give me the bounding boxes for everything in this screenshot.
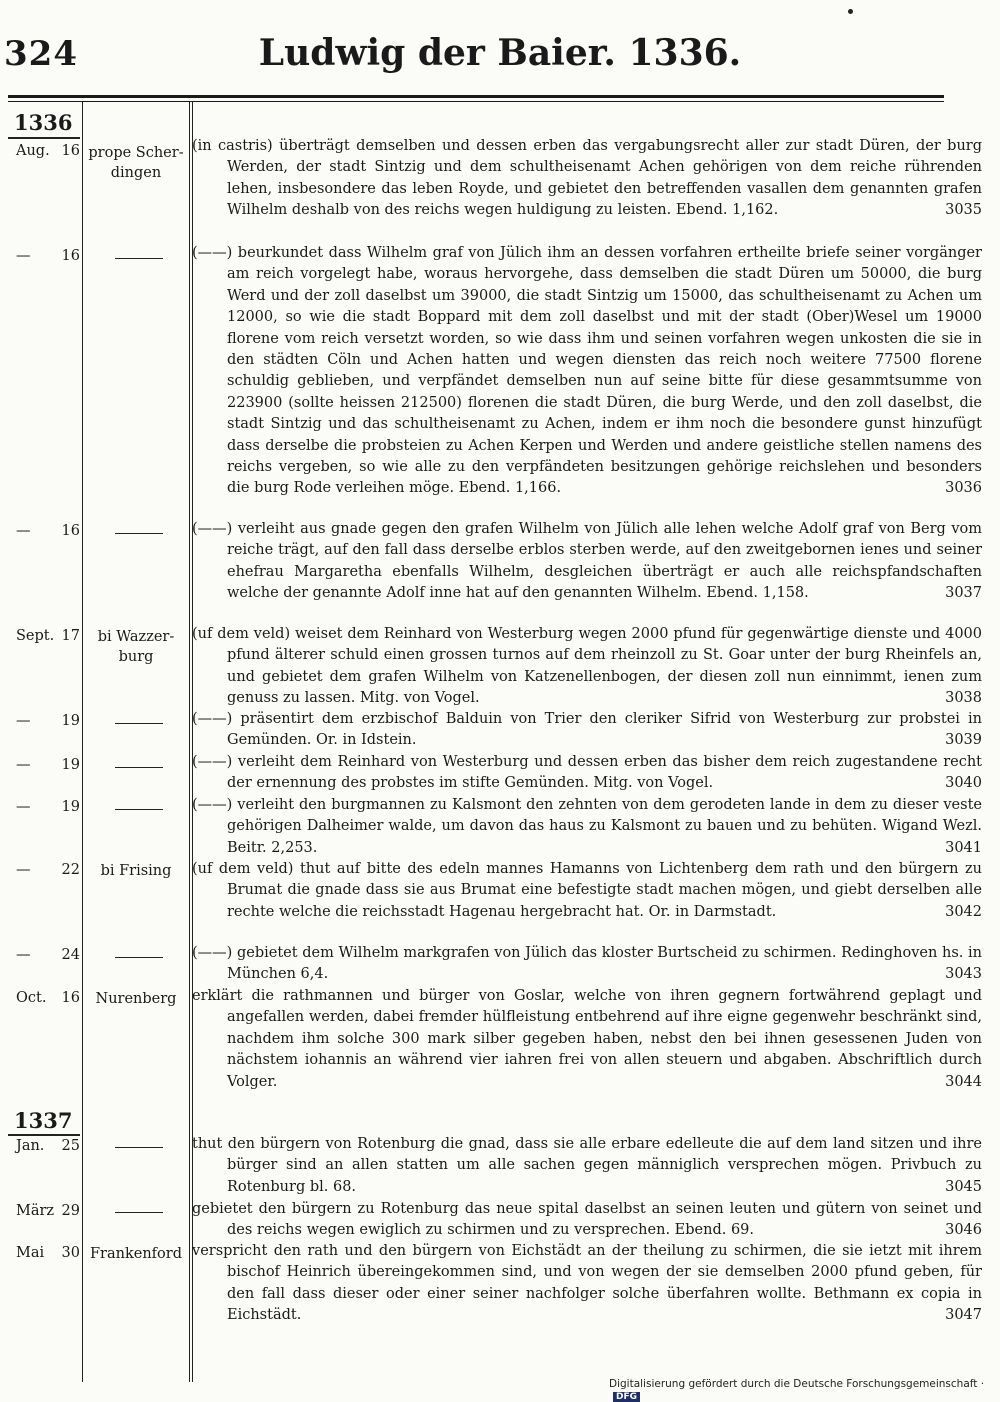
place-ditto-dash bbox=[115, 957, 163, 958]
entry-text bbox=[192, 943, 982, 986]
entry-day: 22 bbox=[61, 862, 80, 878]
entry-body: (——) gebietet dem Wilhelm markgrafen von Jülich das kloster Burtscheid zu schirmen. Redinghoven hs. in München 6,4. bbox=[192, 945, 982, 983]
entry-number: 3046 bbox=[945, 1222, 982, 1239]
entry-day: 19 bbox=[61, 757, 80, 773]
entry-body: gebietet den bürgern zu Rotenburg das neue spital daselbst an seinen leuten und gütern von seinet und des reichs wegen ewiglich zu schirmen und zu versprechen. Ebend. 69. bbox=[192, 1201, 982, 1239]
entry-number: 3038 bbox=[945, 690, 982, 707]
entry-body: (uf dem veld) weiset dem Reinhard von Westerburg wegen 2000 pfund für gegenwärtige dienste und 4000 pfund älterer schuld einen grossen turnos auf dem rheinzoll zu St. Goar unter der burg Rheinfels an, und gebietet dem grafen Wilhelm von Katzenellenbogen, der diesen zoll nun einnimmt, ienen zum genuss zu lassen. Mitg. von Vogel. bbox=[192, 626, 982, 707]
dfg-logo: DFG bbox=[613, 1392, 640, 1402]
entry-number: 3041 bbox=[945, 839, 982, 856]
entry-body: thut den bürgern von Rotenburg die gnad, dass sie alle erbare edelleute die auf dem land sitzen und ihre bürger sind an allen statten um alle sachen gegen männiglich versprechen mögen. Privbuch zu Rotenburg bl. 68. bbox=[192, 1136, 982, 1195]
entry-day: 24 bbox=[61, 947, 80, 963]
entry-month: — bbox=[16, 757, 31, 773]
entry-body: (——) verleiht dem Reinhard von Westerburg und dessen erben das bisher dem reich zugestandene recht der ernennung des probstes im stifte Gemünden. Mitg. von Vogel. bbox=[192, 754, 982, 792]
year-rule bbox=[8, 1134, 80, 1136]
entry-month: — bbox=[16, 799, 31, 815]
entry-text bbox=[192, 624, 982, 710]
place-ditto-dash bbox=[115, 1212, 163, 1213]
header-rule-thin bbox=[8, 101, 944, 102]
page-number: 324 bbox=[4, 34, 78, 74]
ink-dot bbox=[848, 9, 853, 14]
entry-day: 30 bbox=[61, 1245, 80, 1261]
entry-month: — bbox=[16, 862, 31, 878]
entry-day: 16 bbox=[61, 990, 80, 1006]
entry-day: 16 bbox=[61, 143, 80, 159]
entry-text bbox=[192, 1199, 982, 1242]
entry-text bbox=[192, 136, 982, 222]
column-divider-date bbox=[82, 102, 83, 1382]
entry-day: 16 bbox=[61, 248, 80, 264]
footer-text: Digitalisierung gefördert durch die Deutsche Forschungsgemeinschaft · bbox=[609, 1378, 985, 1390]
entry-text bbox=[192, 752, 982, 795]
entry-place: prope Scher-dingen bbox=[88, 145, 184, 181]
place-ditto-dash bbox=[115, 258, 163, 259]
entry-body: (——) verleiht den burgmannen zu Kalsmont den zehnten von dem gerodeten lande in dem zu dieser veste gehörigen Dalheimer walde, um davon das haus zu Kalsmont zu bauen und zu behüten. Wigand Wezl. Beitr. 2,253. bbox=[192, 797, 982, 856]
entry-text bbox=[192, 795, 982, 859]
entry-text bbox=[192, 519, 982, 605]
entry-place: Nurenberg bbox=[95, 991, 177, 1007]
entry-text bbox=[192, 986, 982, 1093]
entry-body: (——) verleiht aus gnade gegen den grafen Wilhelm von Jülich alle lehen welche Adolf graf von Berg vom reiche trägt, auf den fall dass derselbe erblos sterben werde, auf den zweitgebornen ienes und seiner ehefrau Margaretha ebenfalls Wilhelm, desgleichen überträgt er auch alle reichspfandschaften welche der genannte Adolf inne hat auf den genannten Wilhelm. Ebend. 1,158. bbox=[192, 521, 982, 602]
entry-day: 25 bbox=[61, 1138, 80, 1154]
entry-month: Sept. bbox=[16, 628, 55, 644]
place-ditto-dash bbox=[115, 1147, 163, 1148]
year-heading: 1337 bbox=[14, 1108, 73, 1133]
entry-text bbox=[192, 1241, 982, 1327]
page-title: Ludwig der Baier. 1336. bbox=[258, 32, 742, 74]
entry-text bbox=[192, 243, 982, 500]
entry-number: 3035 bbox=[945, 202, 982, 219]
entry-number: 3036 bbox=[945, 480, 982, 497]
entry-number: 3040 bbox=[945, 775, 982, 792]
header-rule bbox=[8, 95, 944, 98]
entry-place: bi Frising bbox=[100, 863, 172, 879]
entry-month: Mai bbox=[16, 1245, 45, 1261]
entry-number: 3045 bbox=[945, 1178, 982, 1195]
entry-text bbox=[192, 1134, 982, 1198]
entry-month: März bbox=[16, 1203, 55, 1219]
place-ditto-dash bbox=[115, 767, 163, 768]
entry-month: — bbox=[16, 947, 31, 963]
entry-body: (——) präsentirt dem erzbischof Balduin von Trier den cleriker Sifrid von Westerburg zur probstei in Gemünden. Or. in Idstein. bbox=[192, 711, 982, 749]
entry-number: 3043 bbox=[945, 966, 982, 983]
entry-month: — bbox=[16, 523, 31, 539]
column-divider-place bbox=[189, 102, 190, 1382]
entry-body: (in castris) überträgt demselben und dessen erben das vergabungsrecht aller zur stadt Düren, der burg Werden, der stadt Sintzig und dem schultheisenamt Achen gehörigen von dem reiche rührenden lehen, insbesondere das leben Royde, und gebietet den betreffenden vasallen dem genannten grafen Wilhelm deshalb von des reichs wegen huldigung zu leisten. Ebend. 1,162. bbox=[192, 138, 982, 219]
place-ditto-dash bbox=[115, 533, 163, 534]
entry-day: 16 bbox=[61, 523, 80, 539]
entry-month: Aug. bbox=[16, 143, 50, 159]
entry-place: bi Wazzer-burg bbox=[97, 629, 175, 665]
entry-day: 19 bbox=[61, 713, 80, 729]
entry-day: 29 bbox=[61, 1203, 80, 1219]
entry-text bbox=[192, 859, 982, 923]
entry-text bbox=[192, 709, 982, 752]
place-ditto-dash bbox=[115, 723, 163, 724]
place-ditto-dash bbox=[115, 809, 163, 810]
year-heading: 1336 bbox=[14, 110, 73, 135]
entry-body: verspricht den rath und den bürgern von Eichstädt an der theilung zu schirmen, die sie ietzt mit ihrem bischof Heinrich übereingekommen sind, und von wegen der sie demselben 2000 pfund geben, für den fall dass dieser oder einer seiner nachfolger solche überfahren wollte. Bethmann ex copia in Eichstädt. bbox=[192, 1243, 982, 1324]
footer-credit bbox=[609, 1378, 1000, 1402]
entry-number: 3037 bbox=[945, 585, 982, 602]
entry-day: 17 bbox=[61, 628, 80, 644]
year-rule bbox=[8, 137, 80, 139]
entry-body: (uf dem veld) thut auf bitte des edeln mannes Hamanns von Lichtenberg dem rath und den bürgern zu Brumat die gnade dass sie aus Brumat eine befestigte stadt machen mögen, und giebt derselben alle rechte welche die reichsstadt Hagenau hergebracht hat. Or. in Darmstadt. bbox=[192, 861, 982, 920]
entry-month: Oct. bbox=[16, 990, 47, 1006]
entry-body: erklärt die rathmannen und bürger von Goslar, welche von ihren gegnern fortwährend geplagt und angefallen werden, dabei fremder hülfleistung entbehrend auf ihre eigne gegenwehr beschränkt sind, nachdem ihm solche 300 mark silber gegeben haben, nebst den bei ihnen gesessenen Juden von nächstem iohannis an während vier iahren frei von allen steuern und abgaben. Abschriftlich durch Volger. bbox=[192, 988, 982, 1090]
entry-body: (——) beurkundet dass Wilhelm graf von Jülich ihm an dessen vorfahren ertheilte briefe seiner vorgänger am reich vorgelegt habe, woraus hervorgehe, dass demselben die stadt Düren um 50000, die burg Werd und der zoll daselbst um 39000, die stadt Sintzig um 15000, das schultheisenamt zu Achen um 12000, so wie die stadt Boppard mit dem zoll daselbst und mit der stadt (Ober)Wesel um 19000 florene vom reich versetzt worden, so wie dass ihm und seinen vorfahren wegen unkosten die sie in den städten Cöln und Achen hatten und wegen diensten das reich noch weitere 77500 florene schuldig geblieben, und verpfändet demselben nun auf seine bitte für diese gesammtsumme von 223900 (sollte heissen 212500) florenen die stadt Düren, die burg Werde, und den zoll daselbst, die stadt Sintzig und das schultheisenamt zu Achen, indem er ihm noch die besondere gunst hinzufügt dass derselbe die probsteien zu Achen Kerpen und Werden und andere geistliche stellen namens des reichs vergeben, so wie alle zu den verpfändeten besitzungen gehörige reichslehen und besonders die burg Rode verleihen möge. Ebend. 1,166. bbox=[192, 245, 982, 497]
entry-number: 3042 bbox=[945, 903, 982, 920]
entry-month: — bbox=[16, 713, 31, 729]
entry-day: 19 bbox=[61, 799, 80, 815]
entry-month: — bbox=[16, 248, 31, 264]
entry-number: 3047 bbox=[945, 1307, 982, 1324]
entry-month: Jan. bbox=[16, 1138, 45, 1154]
entry-number: 3039 bbox=[945, 732, 982, 749]
entry-number: 3044 bbox=[945, 1073, 982, 1090]
entry-place: Frankenford bbox=[90, 1246, 182, 1262]
